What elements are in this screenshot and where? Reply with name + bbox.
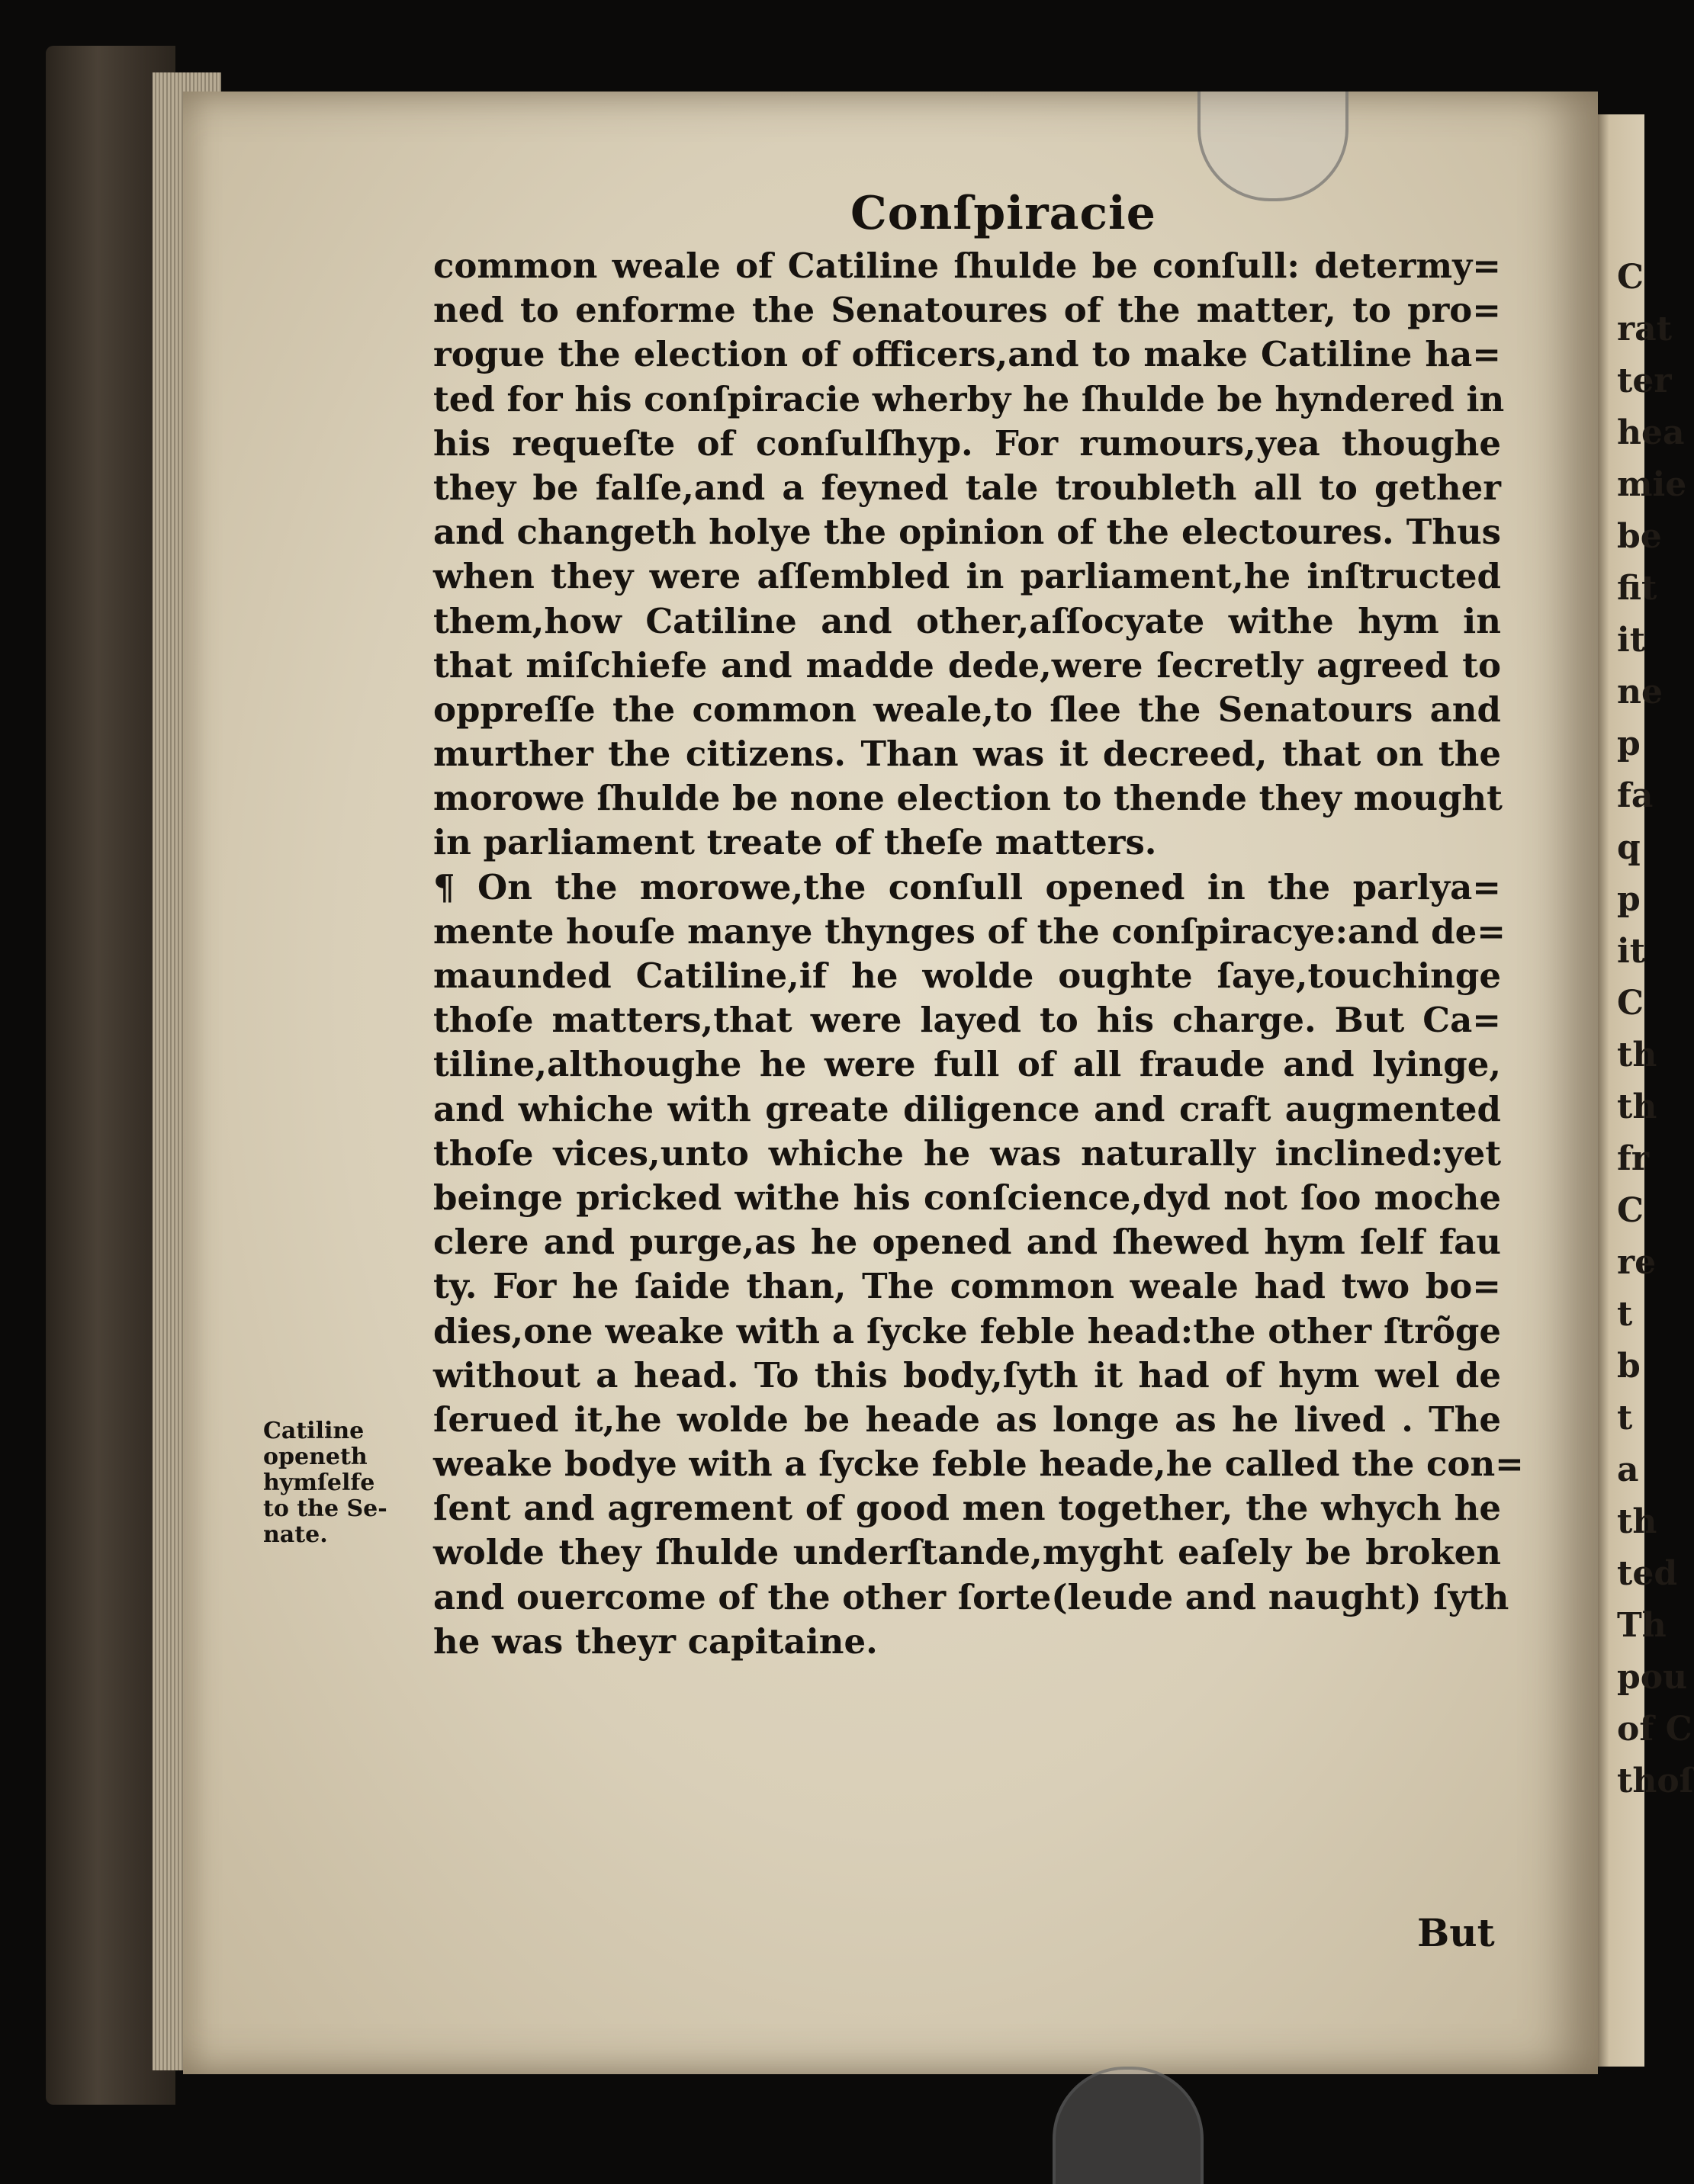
text-line: ſent and agrement of good men together, the whych he	[433, 1488, 1501, 1529]
text-line: in parliament treate of theſe matters.	[433, 822, 1157, 863]
facing-page-fragment: p	[1617, 724, 1641, 763]
facing-page-fragment: p	[1617, 880, 1641, 919]
facing-page-fragment: C	[1617, 984, 1644, 1023]
facing-page-fragment: q	[1617, 828, 1641, 867]
text-line: oppreſſe the common weale,to ſlee the Senatours and	[433, 689, 1501, 730]
facing-page-fragment: ne	[1617, 673, 1663, 711]
facing-page-fragment: thoſ	[1617, 1762, 1694, 1800]
facing-page-text	[1617, 252, 1694, 1807]
facing-page-fragment: t	[1617, 1295, 1633, 1334]
text-line: tiline,althoughe he were full of all fraude and lyinge,	[433, 1044, 1501, 1085]
margin-note-line: to the Se-	[263, 1495, 387, 1522]
running-title: Conſpiracie	[850, 187, 1156, 240]
text-line: without a head. To this body,ſyth it had of hym wel de	[433, 1354, 1501, 1396]
facing-page-fragment: hea	[1617, 413, 1685, 452]
text-line: his requeſte of conſulſhyp. For rumours,yea thoughe	[433, 422, 1501, 464]
page-clip-bottom	[1053, 2067, 1204, 2184]
facing-page-fragment: t	[1617, 1399, 1633, 1437]
text-line: when they were aſſembled in parliament,he inſtructed	[433, 556, 1501, 597]
text-line: common weale of Catiline ſhulde be conſull: determy=	[433, 246, 1501, 286]
facing-page-fragment: Th	[1617, 1606, 1667, 1645]
text-line: and whiche with greate diligence and craft augmented	[433, 1088, 1501, 1129]
margin-note-line: openeth	[263, 1444, 368, 1470]
margin-note-line: Catiline	[263, 1418, 365, 1444]
catchword: But	[1417, 1910, 1495, 1955]
facing-page-fragment: mie	[1617, 465, 1687, 504]
text-line: ſerued it,he wolde be heade as longe as he lived . The	[433, 1399, 1501, 1440]
text-line: weake bodye with a ſycke feble heade,he called the con=	[433, 1444, 1524, 1485]
facing-page-fragment: re	[1617, 1243, 1657, 1282]
facing-page-fragment: ted	[1617, 1554, 1678, 1593]
text-line: beinge pricked withe his conſcience,dyd not ſoo moche	[433, 1177, 1501, 1218]
text-line: ty. For he ſaide than, The common weale had two bo=	[433, 1266, 1501, 1307]
text-line: murther the citizens. Than was it decreed, that on the	[433, 734, 1501, 775]
text-line: they be falſe,and a feyned tale troubleth all to gether	[433, 467, 1501, 508]
facing-page-fragment: fr	[1617, 1139, 1650, 1178]
facing-page-fragment: it	[1617, 932, 1646, 971]
margin-note	[263, 1418, 431, 1548]
facing-page-fragment: be	[1617, 517, 1662, 556]
text-line: and changeth holye the opinion of the electoures. Thus	[433, 512, 1501, 553]
text-line: thoſe matters,that were layed to his charge. But Ca=	[433, 1000, 1501, 1041]
facing-page-fragment: C	[1617, 258, 1644, 297]
facing-page-fragment: th	[1617, 1036, 1657, 1074]
margin-note-line: nate.	[263, 1521, 328, 1548]
facing-page-fragment: of C	[1617, 1710, 1692, 1749]
text-line: maunded Catiline,if he wolde oughte ſaye,touchinge	[433, 956, 1501, 996]
text-line: mente houſe manye thynges of the conſpiracye:and de=	[433, 911, 1506, 952]
facing-page-fragment: pou	[1617, 1658, 1688, 1697]
facing-page-fragment: C	[1617, 1191, 1644, 1230]
text-line: thoſe vices,unto whiche he was naturally inclined:yet	[433, 1132, 1501, 1174]
facing-page-fragment: a	[1617, 1450, 1639, 1489]
margin-note-line: hymſelfe	[263, 1469, 375, 1496]
text-line: he was theyr capitaine.	[433, 1620, 878, 1662]
facing-page-fragment: fa	[1617, 776, 1654, 815]
text-line: rogue the election of officers,and to make Catiline ha=	[433, 334, 1501, 375]
text-line: that miſchiefe and madde dede,were ſecretly agreed to	[433, 644, 1501, 686]
text-line: them,how Catiline and other,aſſocyate withe hym in	[433, 600, 1501, 641]
text-line: ted for his conſpiracie wherby he ſhulde be hyndered in	[433, 378, 1505, 419]
text-line: morowe ſhulde be none election to thende they mought	[433, 778, 1503, 819]
body-text	[433, 244, 1524, 1664]
text-line: ¶ On the morowe,the conſull opened in the parlya=	[433, 866, 1501, 907]
text-line: ned to enforme the Senatoures of the matter, to pro=	[433, 290, 1501, 331]
facing-page-fragment: fit	[1617, 569, 1657, 608]
facing-page-fragment: b	[1617, 1347, 1641, 1386]
text-line: and ouercome of the other ſorte(leude and naught) ſyth	[433, 1576, 1509, 1617]
facing-page-fragment: rat	[1617, 310, 1673, 348]
text-line: dies,one weake with a ſycke feble head:the other ſtrõge	[433, 1310, 1501, 1351]
facing-page-fragment: ter	[1617, 361, 1672, 400]
facing-page-fragment: th	[1617, 1087, 1657, 1126]
facing-page-fragment: it	[1617, 621, 1646, 660]
facing-page-fragment: th	[1617, 1502, 1657, 1541]
text-line: wolde they ſhulde underſtande,myght eaſely be broken	[433, 1532, 1501, 1573]
text-line: clere and purge,as he opened and ſhewed hym ſelf fau	[433, 1222, 1501, 1263]
